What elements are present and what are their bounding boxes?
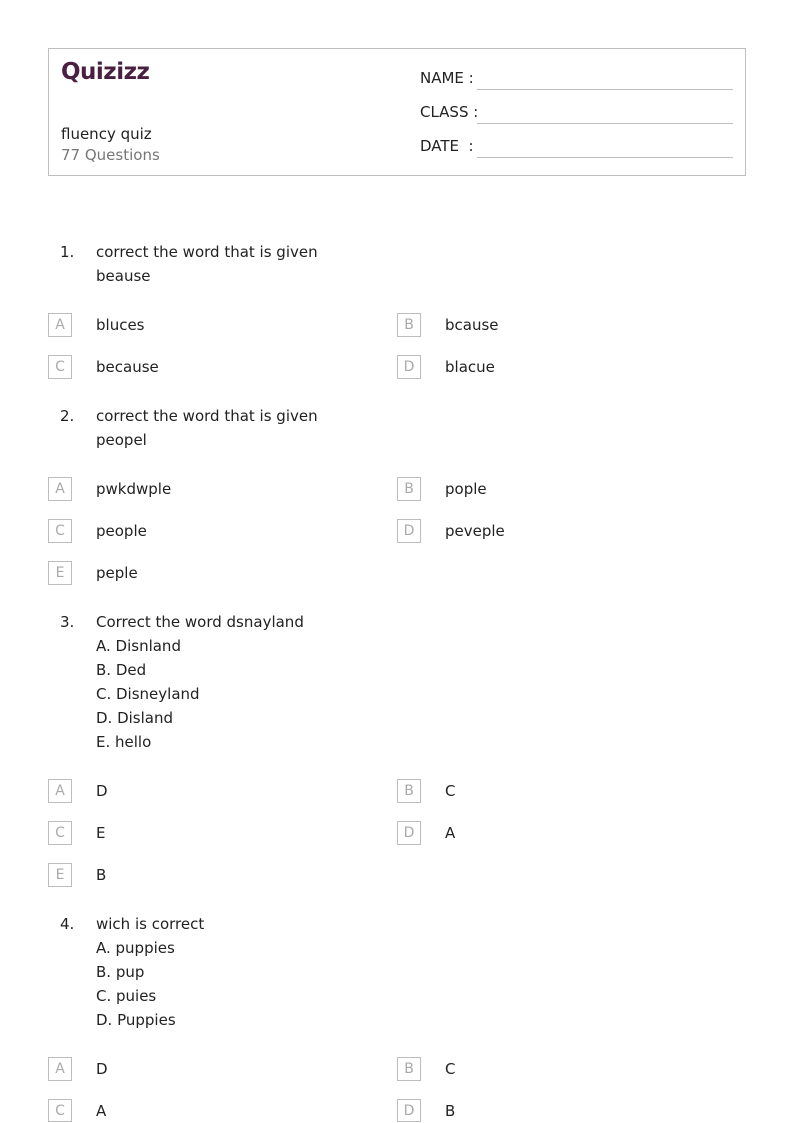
option-text: because xyxy=(96,358,159,376)
option-letter-box[interactable]: A xyxy=(48,1057,72,1081)
class-line[interactable] xyxy=(477,123,733,124)
question-count: 77 Questions xyxy=(61,146,160,164)
option-text: C xyxy=(445,782,456,800)
option-text: pwkdwple xyxy=(96,480,172,498)
option-letter-box[interactable]: A xyxy=(48,779,72,803)
option-text: people xyxy=(96,522,147,540)
question-line: Correct the word dsnayland xyxy=(96,613,304,631)
option-letter-box[interactable]: D xyxy=(397,1099,421,1122)
option-text: E xyxy=(96,824,106,842)
option-text: A xyxy=(445,824,456,842)
name-field[interactable] xyxy=(420,69,733,93)
name-label: NAME : xyxy=(420,69,474,87)
option-text: D xyxy=(96,1060,108,1078)
option-letter-box[interactable]: A xyxy=(48,477,72,501)
option-letter-box[interactable]: C xyxy=(48,821,72,845)
date-field[interactable] xyxy=(420,137,733,161)
question-number: 3. xyxy=(60,613,75,631)
option-text: B xyxy=(445,1102,456,1120)
option-letter-box[interactable]: D xyxy=(397,821,421,845)
option-text: bcause xyxy=(445,316,499,334)
option-text: bluces xyxy=(96,316,145,334)
question-line: C. puies xyxy=(96,987,157,1005)
option-letter-box[interactable]: A xyxy=(48,313,72,337)
option-text: A xyxy=(96,1102,107,1120)
option-letter-box[interactable]: D xyxy=(397,519,421,543)
option-letter-box[interactable]: C xyxy=(48,1099,72,1122)
option-letter-box[interactable]: B xyxy=(397,1057,421,1081)
question-line: correct the word that is given xyxy=(96,407,318,425)
question-line: B. Ded xyxy=(96,661,147,679)
question-line: A. puppies xyxy=(96,939,175,957)
option-text: B xyxy=(96,866,107,884)
class-label: CLASS : xyxy=(420,103,479,121)
question-line: D. Disland xyxy=(96,709,174,727)
question-line: A. Disnland xyxy=(96,637,181,655)
option-letter-box[interactable]: E xyxy=(48,863,72,887)
question-line: B. pup xyxy=(96,963,145,981)
question-line: D. Puppies xyxy=(96,1011,176,1029)
name-line[interactable] xyxy=(477,89,733,90)
question-line: wich is correct xyxy=(96,915,205,933)
option-letter-box[interactable]: E xyxy=(48,561,72,585)
worksheet-header xyxy=(48,48,746,176)
option-letter-box[interactable]: B xyxy=(397,779,421,803)
question-line: peopel xyxy=(96,431,147,449)
question-line: C. Disneyland xyxy=(96,685,200,703)
option-text: D xyxy=(96,782,108,800)
option-letter-box[interactable]: B xyxy=(397,477,421,501)
class-field[interactable] xyxy=(420,103,733,127)
quizizz-logo: Quizizz xyxy=(61,59,150,85)
question-number: 2. xyxy=(60,407,75,425)
option-text: peple xyxy=(96,564,138,582)
question-text xyxy=(96,610,304,754)
option-text: blacue xyxy=(445,358,495,376)
date-line[interactable] xyxy=(477,157,733,158)
option-letter-box[interactable]: D xyxy=(397,355,421,379)
option-letter-box[interactable]: C xyxy=(48,355,72,379)
question-text xyxy=(96,912,204,1032)
question-text xyxy=(96,404,318,452)
question-line: correct the word that is given xyxy=(96,243,318,261)
option-text: C xyxy=(445,1060,456,1078)
question-line: E. hello xyxy=(96,733,152,751)
option-text: peveple xyxy=(445,522,505,540)
question-number: 1. xyxy=(60,243,75,261)
question-text xyxy=(96,240,318,288)
option-text: pople xyxy=(445,480,487,498)
option-letter-box[interactable]: B xyxy=(397,313,421,337)
option-letter-box[interactable]: C xyxy=(48,519,72,543)
question-number: 4. xyxy=(60,915,75,933)
question-line: beause xyxy=(96,267,151,285)
date-label: DATE : xyxy=(420,137,474,155)
quiz-title: fluency quiz xyxy=(61,125,152,143)
